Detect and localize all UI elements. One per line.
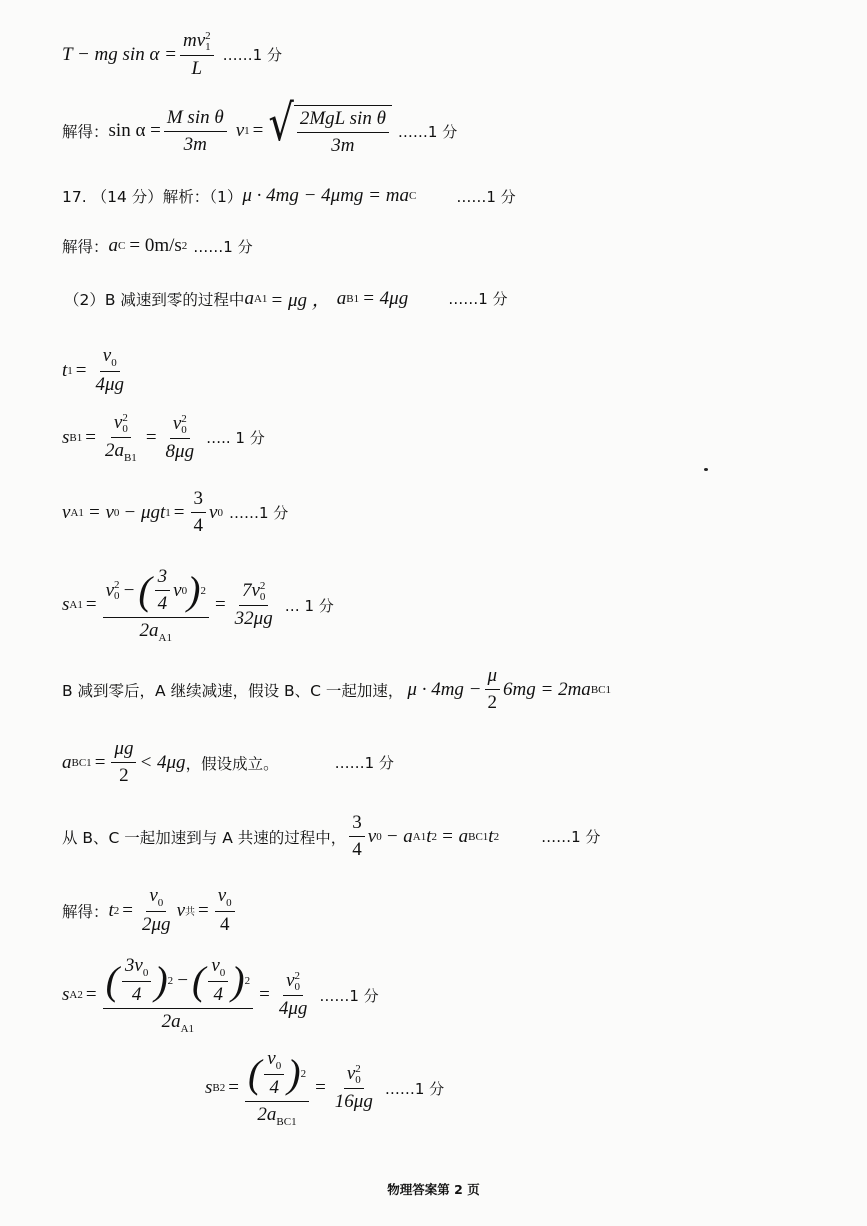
assumption-text: B 减到零后，A 继续减速，假设 B、C 一起加速，: [62, 681, 404, 700]
equation-aC: [62, 235, 253, 257]
num-text: v: [149, 885, 158, 906]
fraction: [103, 566, 209, 644]
sup: 2: [167, 974, 174, 987]
sub: 0: [376, 830, 382, 843]
numerator: 3: [155, 566, 171, 591]
sub: 0: [259, 590, 266, 603]
solve-label: 解得：: [62, 123, 109, 141]
sub: 0: [142, 967, 149, 979]
denominator: [137, 618, 175, 644]
solve-label: 解得：: [62, 238, 109, 256]
sub: 2: [493, 830, 500, 843]
num-text: v: [105, 579, 115, 601]
fraction: [485, 665, 501, 714]
equals: =: [85, 984, 97, 1005]
numerator: [283, 970, 303, 996]
fraction: [332, 1063, 376, 1113]
sub: B1: [69, 431, 83, 444]
denominator: 4: [193, 515, 204, 536]
eq-text: − a: [385, 825, 413, 847]
eq-text: − μgt: [123, 501, 166, 523]
eq-text: = μg ，: [270, 290, 331, 311]
fraction: [155, 566, 171, 615]
sub: BC1: [468, 830, 489, 843]
numerator: μ: [485, 665, 501, 690]
denominator: 3m: [331, 135, 355, 156]
process-text: 从 B、C 一起加速到与 A 共速的过程中，: [62, 828, 347, 847]
left-paren: (: [247, 1050, 262, 1096]
sup: 2: [200, 584, 206, 597]
sub: 0: [217, 506, 223, 519]
equals: =: [228, 1077, 239, 1098]
numerator: [146, 885, 166, 912]
sub: 1: [67, 364, 73, 377]
denominator: 4: [213, 984, 224, 1005]
sup: 2: [294, 969, 301, 982]
var-t: t: [108, 899, 114, 921]
sub: A1: [180, 1023, 195, 1035]
den-text: 2a: [161, 1011, 181, 1032]
var-a: a: [62, 751, 72, 773]
solve-label: 解得：: [62, 902, 109, 921]
sub: 0: [114, 589, 120, 602]
var-s: s: [205, 1077, 213, 1098]
sup: 2: [244, 974, 251, 987]
denominator: 8μg: [165, 440, 195, 462]
part-header: （2）B 减速到零的过程中: [64, 290, 245, 309]
fraction: [215, 885, 235, 936]
fraction: [102, 412, 140, 464]
var-v: v: [62, 501, 71, 523]
numerator: [103, 566, 209, 618]
fraction: [139, 885, 174, 936]
equation-vA1: [62, 488, 288, 537]
eq-text: = 4μg: [362, 287, 409, 309]
right-paren: ): [287, 1050, 301, 1096]
fraction: [276, 970, 311, 1020]
equals: =: [94, 751, 106, 773]
denominator: [159, 1009, 197, 1035]
fraction: [103, 955, 254, 1035]
minus: −: [122, 579, 136, 601]
numerator: [215, 885, 235, 912]
var-a: a: [336, 287, 347, 309]
equation-solution-angle: [62, 94, 458, 157]
equals: =: [214, 594, 226, 615]
score-text: ……1 分: [193, 237, 253, 256]
denominator: 4μg: [95, 374, 125, 395]
sub: 1: [244, 125, 250, 137]
numerator: [264, 1048, 284, 1075]
sub: 0: [275, 1060, 282, 1072]
sub: A1: [70, 506, 84, 519]
num-text: mv: [182, 30, 206, 51]
equals: =: [85, 426, 96, 448]
score-text: ……1 分: [397, 122, 458, 141]
sup: 2: [181, 412, 187, 425]
equals: =: [85, 594, 97, 615]
sub: C: [408, 190, 417, 202]
fraction: [164, 107, 227, 156]
equals: =: [122, 899, 134, 921]
var-v: v: [176, 899, 185, 921]
equation-sA1: [62, 566, 334, 644]
denominator: 4: [157, 593, 168, 614]
left-paren: (: [138, 567, 152, 613]
numerator: [208, 955, 228, 982]
question-header: 17. （14 分）解析：（1）: [62, 188, 243, 206]
denominator: 2μg: [142, 914, 171, 935]
num-text: 7v: [241, 580, 260, 602]
denominator: 32μg: [234, 607, 273, 629]
eq-text: sin α =: [108, 120, 161, 141]
equation-aBC1: [62, 738, 394, 787]
fraction: [245, 1048, 309, 1128]
fraction: [191, 488, 207, 537]
sub: 共: [185, 907, 195, 918]
num-text: v: [217, 885, 227, 906]
right-paren: ): [154, 957, 168, 1003]
sub: B2: [212, 1082, 226, 1094]
sub: 0: [122, 422, 128, 435]
left-paren: (: [105, 957, 119, 1003]
sub: BC1: [71, 756, 92, 769]
sub: 0: [113, 506, 120, 519]
page-footer: 物理答案第 2 页: [387, 1182, 480, 1197]
denominator: 3m: [183, 133, 207, 155]
right-paren: ): [231, 957, 245, 1003]
numerator: [100, 345, 120, 372]
numerator: [122, 955, 151, 982]
numerator: [344, 1063, 364, 1089]
numerator: [103, 955, 254, 1009]
sup: 2: [205, 29, 211, 42]
sub: 0: [226, 897, 232, 909]
sub: BC1: [590, 683, 611, 696]
num-text: v: [172, 413, 182, 434]
numerator: 3: [191, 488, 207, 513]
fraction: [111, 738, 136, 787]
var-a: a: [244, 287, 254, 309]
denominator: 4: [131, 984, 142, 1005]
sub: 1: [165, 506, 171, 519]
denominator: 16μg: [334, 1090, 373, 1112]
fraction: [180, 30, 214, 80]
sub: 2: [113, 904, 120, 917]
var-v: v: [235, 120, 245, 141]
equation-t1: [62, 345, 130, 396]
var-s: s: [62, 594, 70, 615]
score-text: ……1 分: [334, 754, 394, 772]
score-text: ……1 分: [319, 986, 379, 1005]
score-text: ……1 分: [541, 828, 601, 846]
numerator: [180, 30, 214, 56]
sub: A2: [69, 989, 83, 1001]
score-text: ……1 分: [228, 504, 289, 522]
right-paren: ): [187, 567, 201, 613]
question-17-part1: [62, 185, 516, 207]
equals: =: [173, 501, 185, 523]
sub: A1: [253, 292, 268, 305]
denominator: L: [191, 57, 203, 79]
eq-lhs: T − mg sin α =: [62, 43, 177, 65]
sub: 0: [294, 980, 301, 993]
num-text: v: [211, 955, 220, 976]
equation-sB2: [205, 1048, 444, 1128]
conclusion-text: ，假设成立。: [185, 754, 279, 773]
den-text: 2a: [139, 620, 159, 641]
score-text: ….. 1 分: [206, 429, 265, 448]
part2-header: [64, 285, 508, 312]
sub: 0: [181, 423, 187, 436]
num-text: v: [286, 970, 295, 992]
equation-sB1: [62, 412, 265, 464]
sup: 2: [181, 240, 188, 252]
eq-text: μ · 4mg − 4μmg = ma: [242, 185, 409, 206]
sup: 2: [114, 578, 120, 591]
sup: 2: [355, 1062, 361, 1075]
equals: =: [198, 899, 209, 921]
equals: =: [315, 1077, 326, 1098]
score-text: ……1 分: [448, 290, 508, 308]
score-text: ……1 分: [384, 1079, 445, 1098]
denominator: [254, 1102, 299, 1128]
eq-text: = a: [441, 825, 469, 847]
score-text: … 1 分: [284, 596, 334, 615]
denominator: 4: [352, 839, 362, 860]
numerator: M sin θ: [164, 107, 227, 132]
var-t: t: [426, 825, 432, 847]
equals: =: [259, 984, 270, 1005]
equation-tension: [62, 30, 282, 80]
fraction: [163, 413, 198, 463]
eq-text: = v: [87, 501, 114, 523]
num-text: v: [113, 412, 123, 433]
var-a: a: [108, 235, 119, 256]
sub: 0: [181, 584, 188, 597]
sub: 2: [431, 830, 438, 843]
equals: =: [252, 120, 264, 141]
eq-text: < 4μg: [139, 751, 186, 773]
equation-t2: [62, 885, 238, 936]
den-text: 2a: [257, 1104, 277, 1125]
var-v: v: [209, 501, 218, 523]
square-root: [268, 94, 392, 157]
assumption-line: [62, 665, 611, 714]
sub: A1: [412, 830, 427, 843]
equals: =: [145, 426, 157, 448]
num-text: 3v: [124, 955, 143, 976]
fraction: [122, 955, 151, 1006]
num-text: v: [346, 1063, 356, 1085]
sub: B1: [346, 292, 360, 305]
sub: A1: [158, 632, 172, 644]
var-v: v: [367, 825, 377, 847]
score-text: ……1 分: [222, 46, 282, 65]
fraction: [297, 108, 389, 157]
sup: 2: [122, 411, 128, 424]
fraction: [93, 345, 128, 396]
fraction: [349, 812, 365, 861]
sub: A1: [69, 599, 83, 611]
radical-sign: √: [268, 94, 294, 153]
denominator: 4: [219, 914, 230, 935]
num-text: v: [267, 1048, 276, 1069]
sub: 1: [205, 40, 211, 53]
numerator: μg: [111, 738, 136, 763]
den-text: 2a: [104, 439, 124, 461]
denominator: 2: [119, 765, 129, 786]
var-v: v: [173, 579, 182, 601]
numerator: 2MgL sin θ: [297, 108, 389, 133]
equation-sA2: [62, 955, 379, 1035]
sub: C: [118, 240, 126, 252]
denominator: 2: [487, 692, 498, 713]
numerator: [239, 580, 268, 606]
sup: 2: [259, 579, 266, 592]
num-text: v: [102, 345, 112, 366]
score-text: ……1 分: [456, 187, 516, 206]
equals: =: [75, 359, 87, 381]
equation-common-velocity: [62, 812, 600, 861]
fraction: [232, 580, 276, 630]
var-s: s: [62, 426, 70, 448]
var-t: t: [62, 359, 68, 381]
numerator: [170, 413, 190, 439]
radical-body: [294, 105, 392, 157]
numerator: [245, 1048, 309, 1102]
fraction: [208, 955, 228, 1006]
eq-text: 6mg = 2ma: [503, 678, 591, 700]
numerator: 3: [349, 812, 365, 837]
sub: 0: [111, 357, 117, 369]
left-paren: (: [192, 957, 206, 1003]
sub: 0: [157, 897, 164, 909]
var-s: s: [62, 984, 70, 1005]
sub: B1: [123, 451, 137, 464]
numerator: [111, 412, 131, 438]
denominator: 4: [269, 1077, 280, 1098]
sub: 0: [355, 1073, 361, 1086]
eq-text: = 0m/s: [129, 235, 182, 256]
denominator: 4μg: [278, 997, 308, 1019]
eq-text: μ · 4mg −: [407, 678, 482, 700]
minus: −: [176, 969, 189, 991]
fraction: [264, 1048, 284, 1099]
var-t: t: [488, 825, 494, 847]
sub: BC1: [276, 1116, 297, 1128]
sub: 0: [219, 967, 226, 979]
denominator: [102, 438, 140, 464]
scan-speck: [704, 468, 708, 471]
sup: 2: [300, 1067, 307, 1080]
